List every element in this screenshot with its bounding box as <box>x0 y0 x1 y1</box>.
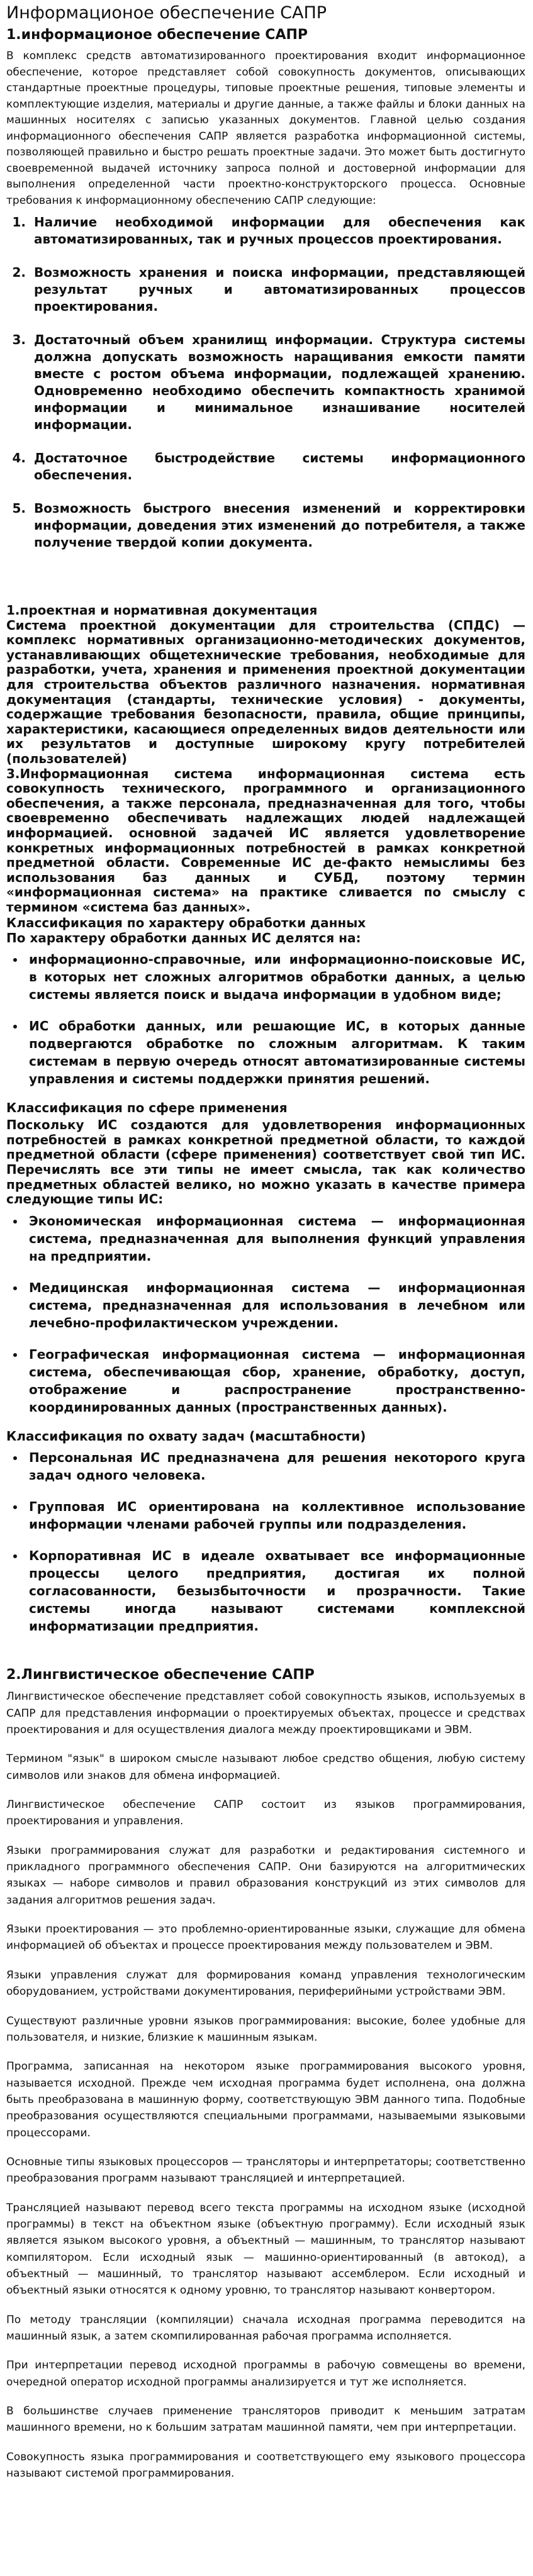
spds-paragraph: Система проектной документации для строительства (СПДС) — комплекс нормативных организационно-методических документов, устанавливающих общетехнические требования, необходимые для разработки, учета, хранения и применения проектной документации для строительства объектов различного назначения. нормативная документация (стандарты, технические условия) - документы, содержащие требования безопасности, правила, общие принципы, характеристики, касающиеся определенных видов деятельности или их результатов и доступные широкому кругу потребителей (пользователей) <box>6 617 525 766</box>
scope-classification-text: Поскольку ИС создаются для удовлетворения информационных потребностей в рамках конкретной предметной области, то каждой предметной области (сфере применения) соответствует свой тип ИС. Перечислять все эти типы не имеет смысла, так как количество предметных областей велико, но можно указать в качестве примера следующие типы ИС: <box>6 1117 525 1207</box>
processing-list <box>6 951 525 1088</box>
list-item: • информационно-справочные, или информационно-поисковые ИС, в которых нет сложных алгоритмов обработки данных, а целью системы является поиск и выдача информации в удобном виде; <box>25 951 525 1003</box>
requirement-item: 2. Возможность хранения и поиска информации, представляющей результат ручных и автоматизированных процессов проектирования. <box>30 264 525 315</box>
requirement-item: 5. Возможность быстрого внесения изменений и корректировки информации, доведения этих изменений до потребителя, а также получение твердой копии документа. <box>30 500 525 551</box>
ling-paragraph: Языки проектирования — это проблемно-ориентированные языки, служащие для обмена информацией об объектах и процессе проектирования между пользователем и ЭВМ. <box>6 1923 525 1953</box>
list-item: • Групповая ИС ориентирована на коллективное использование информации членами рабочей группы или подразделения. <box>25 1498 525 1533</box>
scope-classification-head: Классификация по сфере применения <box>6 1100 288 1116</box>
list-item: • ИС обработки данных, или решающие ИС, в которых данные подвергаются обработке по сложным алгоритмам. К таким системам в первую очередь относят автоматизированные системы управления и системы поддержки принятия решений. <box>25 1017 525 1088</box>
ling-paragraph: Лингвистическое обеспечение представляет собой совокупность языков, используемых в САПР для представления информации о проектируемых объектах, процессе и средствах проектирования и для осуществления диалога между проектировщиками и ЭВМ. <box>6 1690 525 1737</box>
ling-paragraph: Термином "язык" в широком смысле называют любое средство общения, любую систему символов или знаков для обмена информацией. <box>6 1753 525 1782</box>
ling-paragraph: Программа, записанная на некотором языке программирования высокого уровня, называется исходной. Прежде чем исходная программа будет исполнена, она должна быть преобразована в машинную форму, соответствующую ЭВМ данного типа. Подобные преобразования осуществляются специальными программами, называемыми языковыми процессорами. <box>6 2060 525 2139</box>
scope-list <box>6 1212 525 1416</box>
is-definition-paragraph: 3.Информационная система информационная система есть совокупность технического, программного и организационного обеспечения, а также персонала, предназначенная для того, чтобы своевременно обеспечивать надлежащих людей надлежащей информацией. основной задачей ИС является удовлетворение конкретных информационных потребностей в рамках конкретной предметной области. Современные ИС де-факто немыслимы без использования баз данных и СУБД, поэтому термин «информационная система» на практике сливается по смыслу с термином «система баз данных». <box>6 766 525 915</box>
ling-paragraph: Существуют различные уровни языков программирования: высокие, более удобные для пользователя, и низкие, близкие к машинным языкам. <box>6 2014 525 2044</box>
ling-paragraph: Лингвистическое обеспечение САПР состоит из языков программирования, проектирования и управления. <box>6 1798 525 1828</box>
list-item: • Географическая информационная система — информационная система, обеспечивающая сбор, хранение, обработку, доступ, отображение и распространение пространственно-координированных данных (пространственных данных). <box>25 1346 525 1416</box>
coverage-classification-head: Классификация по охвату задач (масштабности) <box>6 1428 366 1444</box>
list-item: • Медицинская информационная система — информационная система, предназначенная для использования в лечебном или лечебно-профилактическом учреждении. <box>25 1279 525 1332</box>
norm-heading: 1.проектная и нормативная документация <box>6 603 318 618</box>
ling-paragraph: Языки управления служат для формирования команд управления технологическим оборудованием, устройствами документирования, периферийными устройствами ЭВМ. <box>6 1968 525 1999</box>
processing-classification-intro: По характеру обработки данных ИС делятся на: <box>6 930 361 945</box>
norm-section <box>6 603 525 1635</box>
info-heading: 1.информационое обеспечение САПР <box>6 26 308 43</box>
ling-heading: 2.Лингвистическое обеспечение САПР <box>6 1666 315 1683</box>
coverage-list <box>6 1449 525 1635</box>
list-item: • Корпоративная ИС в идеале охватывает все информационные процессы целого предприятия, достигая их полной согласованности, безызбыточности и прозрачности. Такие системы иногда называют системами комплексной информатизации предприятия. <box>25 1547 525 1635</box>
requirement-item: 3. Достаточный объем хранилищ информации. Структура системы должна допускать возможность наращивания емкости памяти вместе с ростом объема информации, подлежащей хранению. Одновременно необходимо обеспечить компактность хранимой информации и минимальное изнашивание носителей информации. <box>30 332 525 433</box>
ling-paragraph: Языки программирования служат для разработки и редактирования системного и прикладного программного обеспечения САПР. Они базируются на алгоритмических языках — наборе символов и правил образования конструкций из этих символов для задания алгоритмов решения задач. <box>6 1844 525 1907</box>
processing-classification-head: Классификация по характеру обработки данных <box>6 915 366 930</box>
ling-paragraph: По методу трансляции (компиляции) сначала исходная программа переводится на машинный язык, а затем скомпилированная рабочая программа исполняется. <box>6 2313 525 2343</box>
list-item: • Персональная ИС предназначена для решения некоторого круга задач одного человека. <box>25 1449 525 1484</box>
requirements-list <box>6 214 525 551</box>
ling-paragraph: В большинстве случаев применение трансляторов приводит к меньшим затратам машинного времени, но к большим затратам машинной памяти, чем при интерпретации. <box>6 2405 525 2434</box>
info-intro: В комплекс средств автоматизированного проектирования входит информационное обеспечение, которое представляет собой совокупность документов, описывающих стандартные проектные процедуры, типовые проектные решения, типовые элементы и комплектующие изделия, материалы и другие данные, а также файлы и блоки данных на машинных носителях с записью указанных документов. Главной целью создания информационного обеспечения САПР является разработка информационной системы, позволяющей правильно и быстро решать проектные задачи. Это может быть достигнуто своевременной выдачей источнику запроса полной и достоверной информации для выполнения определенной части проектно-конструкторского процесса. Основные требования к информационному обеспечению САПР следующие: <box>6 50 525 207</box>
requirement-item: 4. Достаточное быстродействие системы информационного обеспечения. <box>30 450 525 484</box>
ling-paragraph: Трансляцией называют перевод всего текста программы на исходном языке (исходной программы) в текст на объектном языке (объектную программу). Если исходный язык является языком высокого уровня, а объектный — машинным, то транслятор называют компилятором. Если исходный язык — машинно-ориентированный (в автокод), а объектный — машинный, то транслятор называют ассемблером. Если исходный и объектный языки относятся к одному уровню, то транслятор называют конвертором. <box>6 2201 525 2297</box>
page-title: Информационое обеспечение САПР <box>6 3 327 23</box>
ling-section <box>6 1666 525 2482</box>
list-item: • Экономическая информационная система — информационная система, предназначенная для выполнения функций управления на предприятии. <box>25 1212 525 1265</box>
ling-paragraph: При интерпретации перевод исходной программы в рабочую совмещены во времени, очередной оператор исходной программы анализируется и тут же исполняется. <box>6 2359 525 2389</box>
ling-paragraph: Совокупность языка программирования и соответствующего ему языкового процессора называют системой программирования. <box>6 2450 525 2480</box>
ling-paragraph: Основные типы языковых процессоров — трансляторы и интерпретаторы; соответственно преобразования программ называют трансляцией и интерпретацией. <box>6 2155 525 2185</box>
requirement-item: 1. Наличие необходимой информации для обеспечения как автоматизированных, так и ручных процессов проектирования. <box>30 214 525 248</box>
info-section <box>6 26 525 552</box>
